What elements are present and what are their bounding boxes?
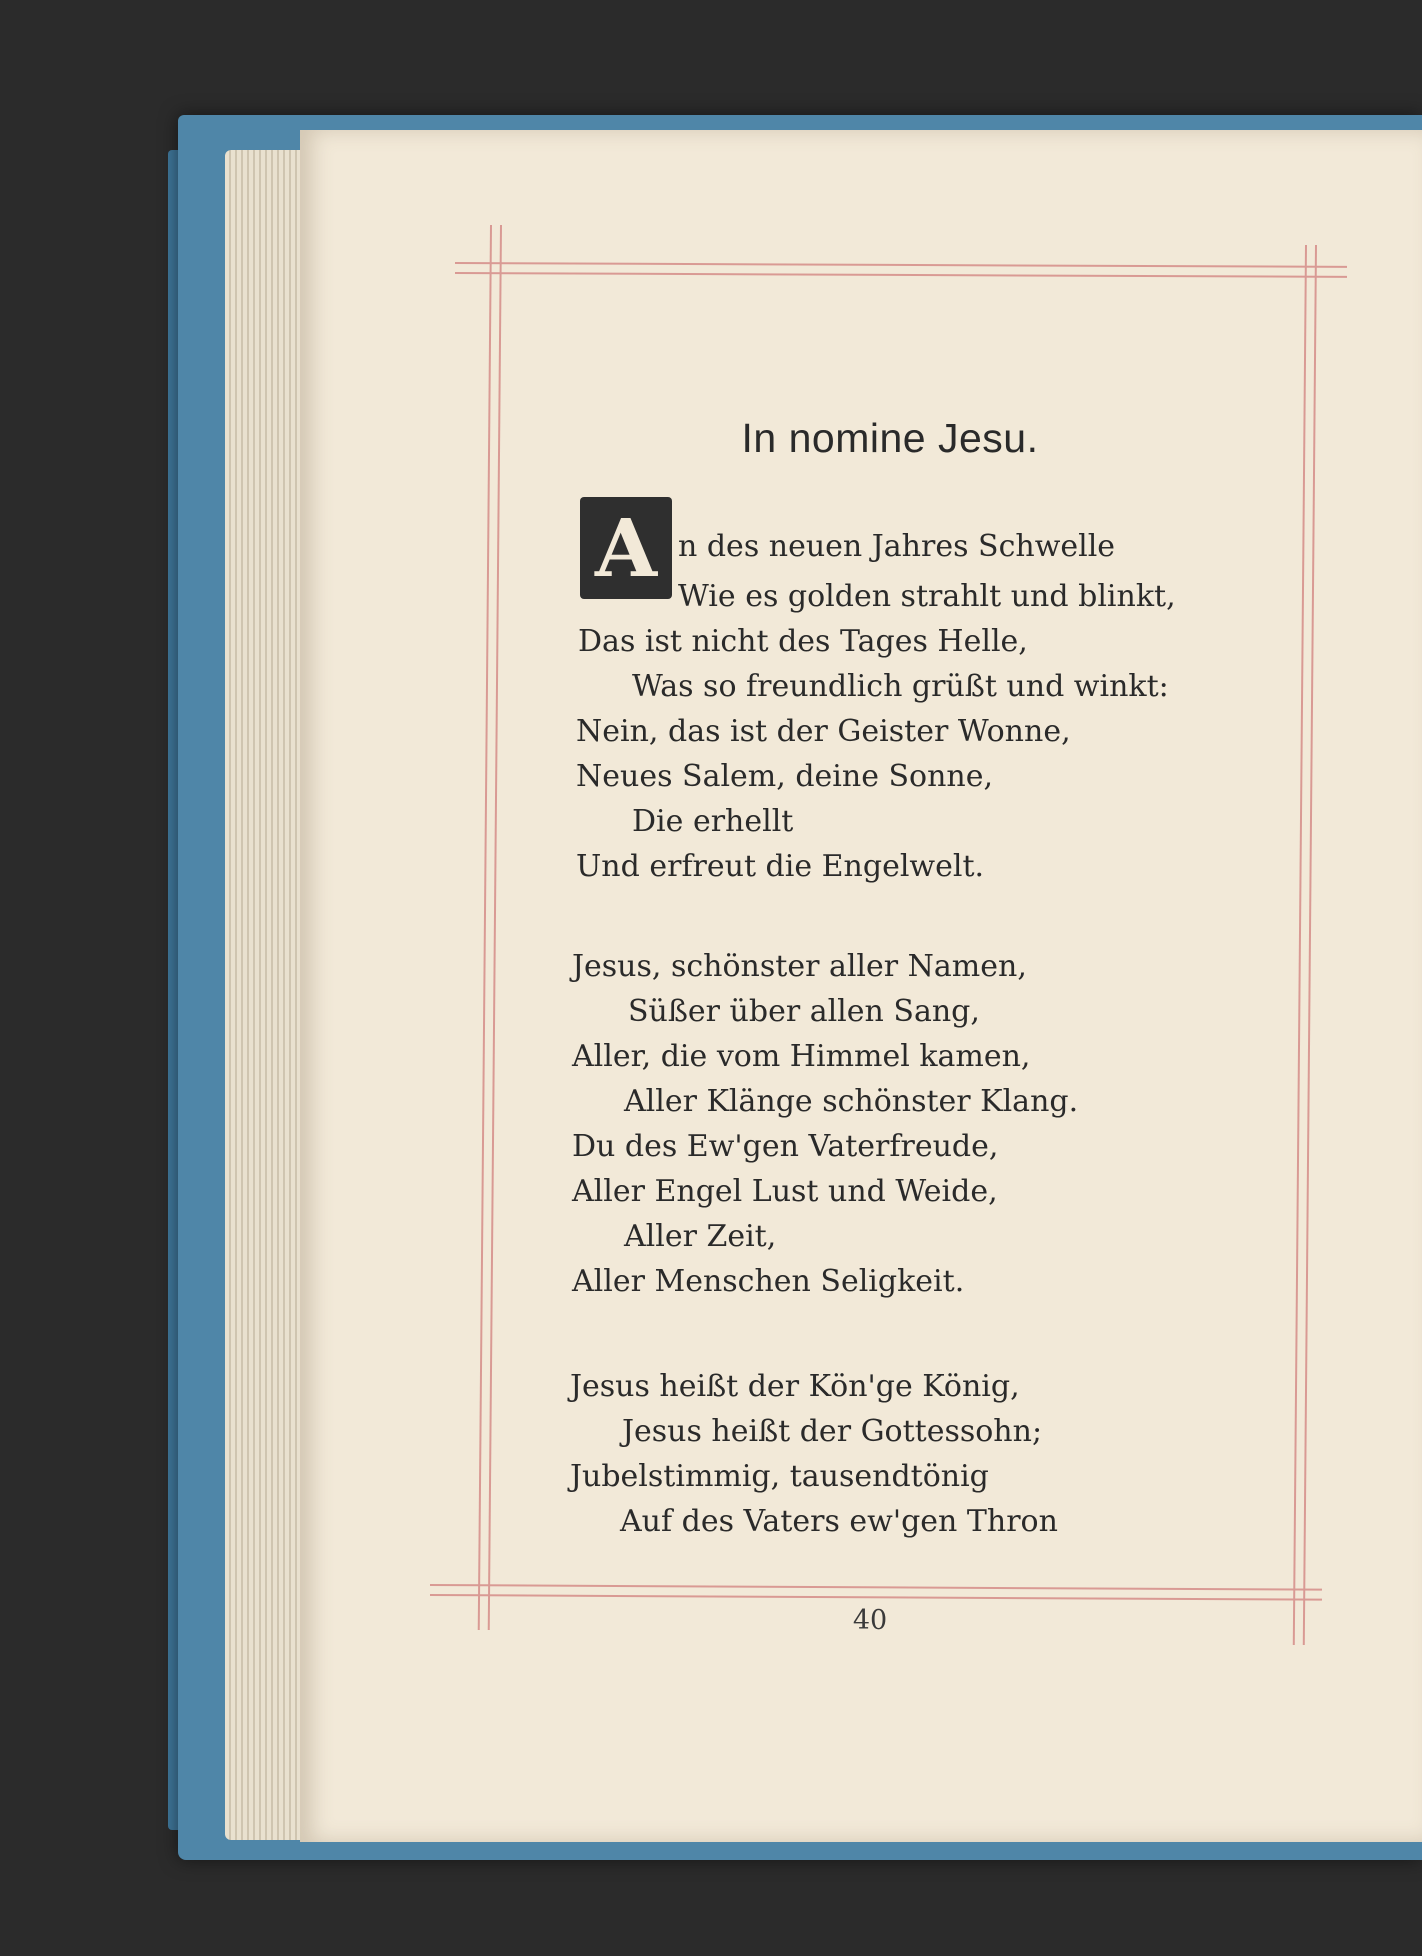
verse-line: Aller Klänge schönster Klang. — [624, 1084, 1079, 1119]
verse-line: Du des Ew'gen Vaterfreude, — [572, 1129, 999, 1164]
verse-line: Nein, das ist der Geister Wonne, — [576, 714, 1071, 749]
verse-line: Und erfreut die Engelwelt. — [576, 849, 985, 884]
verse-line: Jesus heißt der Kön'ge König, — [570, 1369, 1020, 1404]
page-number: 40 — [852, 1605, 888, 1636]
verse-line: Aller Menschen Seligkeit. — [572, 1264, 965, 1299]
drop-cap-initial: A — [580, 497, 672, 599]
poem-title: In nomine Jesu. — [741, 415, 1039, 461]
page-edges — [225, 150, 305, 1840]
verse-line: Wie es golden strahlt und blinkt, — [678, 579, 1176, 614]
verse-line: Das ist nicht des Tages Helle, — [578, 624, 1028, 659]
verse-line: Jubelstimmig, tausendtönig — [570, 1459, 989, 1494]
verse-line: Die erhellt — [632, 804, 794, 839]
verse-line: Aller Zeit, — [624, 1219, 777, 1254]
verse-line: Was so freundlich grüßt und winkt: — [632, 669, 1169, 704]
verse-line: Aller, die vom Himmel kamen, — [572, 1039, 1031, 1074]
verse-line: Neues Salem, deine Sonne, — [576, 759, 994, 794]
verse-line: Jesus, schönster aller Namen, — [572, 949, 1027, 984]
verse-line: Süßer über allen Sang, — [628, 994, 980, 1029]
verse-line: Auf des Vaters ew'gen Thron — [620, 1504, 1058, 1539]
verse-line: n des neuen Jahres Schwelle — [678, 529, 1116, 564]
verse-line: Jesus heißt der Gottessohn; — [622, 1414, 1043, 1449]
verse-line: Aller Engel Lust und Weide, — [572, 1174, 998, 1209]
